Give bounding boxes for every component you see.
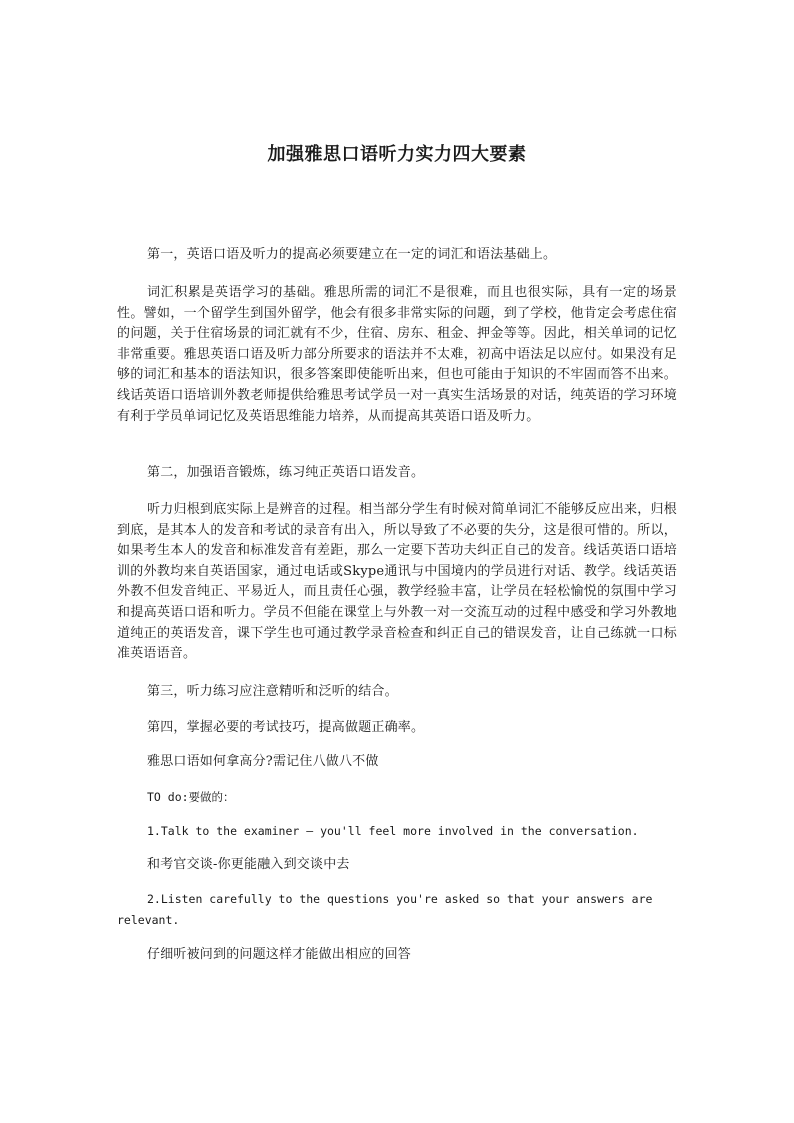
- paragraph-point-two: 第二，加强语音锻炼，练习纯正英语口语发音。: [147, 465, 425, 480]
- paragraph-high-score: 雅思口语如何拿高分?需记住八做八不做: [147, 754, 379, 769]
- paragraph-tip-one-translation: 和考官交谈-你更能融入到交谈中去: [147, 857, 350, 872]
- paragraph-point-one: 第一，英语口语及听力的提高必须要建立在一定的词汇和语法基础上。: [147, 247, 557, 262]
- paragraph-point-four: 第四，掌握必要的考试技巧，提高做题正确率。: [147, 720, 425, 735]
- paragraph-tip-two-translation: 仔细听被问到的问题这样才能做出相应的回答: [147, 947, 412, 962]
- paragraph-pronunciation: 听力归根到底实际上是辨音的过程。相当部分学生有时候对简单词汇不能够反应出来，归根到底，是其本人的发音和考试的录音有出入，所以导致了不必要的失分，这是很可惜的。所以，如果考生本人的发音和标准发音有差距，那么一定要下苦功夫纠正自己的发音。线话英语口语培训的外教均来自英语国家，通过电话或Skype通讯与中国境内的学员进行对话、教学。线话英语外教不但发音纯正、平易近人，而且责任心强，教学经验丰富，让学员在轻松愉悦的氛围中学习和提高英语口语和听力。学员不但能在课堂上与外教一对一交流互动的过程中感受和学习外教地道纯正的英语发音，课下学生也可通过教学录音检查和纠正自己的错误发音，让自己练就一口标准英语语音。: [117, 502, 677, 662]
- paragraph-tip-two: 2.Listen carefully to the questions you're asked so that your answers are relevant.: [117, 892, 653, 927]
- paragraph-point-three: 第三，听力练习应注意精听和泛听的结合。: [147, 684, 398, 699]
- document-title: 加强雅思口语听力实力四大要素: [267, 144, 527, 165]
- paragraph-tip-one: 1.Talk to the examiner – you'll feel more involved in the conversation.: [147, 824, 639, 838]
- paragraph-vocabulary: 词汇积累是英语学习的基础。雅思所需的词汇不是很难，而且也很实际，具有一定的场景性。譬如，一个留学生到国外留学，他会有很多非常实际的问题，到了学校，他肯定会考虑住宿的问题，关于住宿场景的词汇就有不少，住宿、房东、租金、押金等等。因此，相关单词的记忆非常重要。雅思英语口语及听力部分所要求的语法并不太难，初高中语法足以应付。如果没有足够的词汇和基本的语法知识，很多答案即使能听出来，但也可能由于知识的不牢固而答不出来。线话英语口语培训外教老师提供给雅思考试学员一对一真实生活场景的对话，纯英语的学习环境有利于学员单词记忆及英语思维能力培养，从而提高其英语口语及听力。: [117, 285, 677, 424]
- paragraph-to-do: TO do:要做的：: [147, 790, 235, 804]
